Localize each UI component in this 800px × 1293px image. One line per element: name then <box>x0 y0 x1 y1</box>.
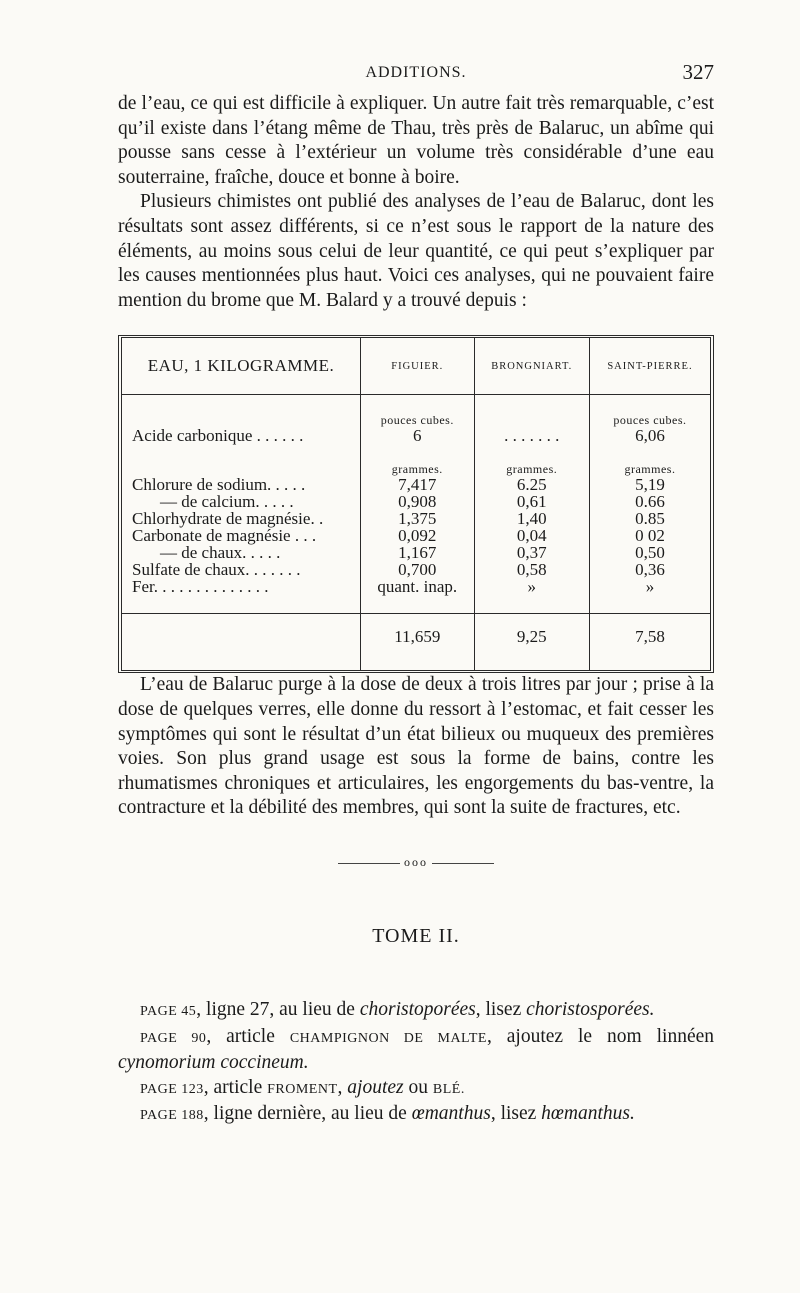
table-row <box>122 578 710 595</box>
total-cell: 11,659 <box>361 614 475 661</box>
table-header-row <box>122 338 710 395</box>
cell: quant. inap. <box>361 578 475 595</box>
row-label: — de calcium. . . . . <box>160 492 294 512</box>
table-row <box>122 510 710 527</box>
separator-ornament: ooo <box>400 855 432 869</box>
section-heading: TOME II. <box>372 924 460 947</box>
row-label: Carbonate de magnésie . . . <box>132 526 317 546</box>
cell: 0,50 <box>589 544 710 561</box>
cell: 6.25 <box>474 476 589 493</box>
row-label: Fer. . . . . . . . . . . . . . <box>132 577 269 597</box>
column-header: SAINT-PIERRE. <box>589 338 710 395</box>
cell: 7,417 <box>361 476 475 493</box>
row-label: — de chaux. . . . . <box>160 543 281 563</box>
ornamental-separator <box>118 851 714 875</box>
page-ref: PAGE 188 <box>140 1108 204 1124</box>
table-row <box>122 476 710 493</box>
cell: 5,19 <box>589 476 710 493</box>
unit-label: grammes. <box>506 462 558 477</box>
page-number: 327 <box>682 60 714 84</box>
table-header-main: EAU, 1 KILOGRAMME. <box>122 338 361 395</box>
cell: 0.85 <box>589 510 710 527</box>
table-row <box>122 561 710 578</box>
errata-list <box>118 998 714 1129</box>
cell: 0,61 <box>474 493 589 510</box>
total-cell: 7,58 <box>589 614 710 661</box>
cell: 0,04 <box>474 527 589 544</box>
column-header: FIGUIER. <box>361 338 475 395</box>
column-header: BRONGNIART. <box>474 338 589 395</box>
row-label: Chlorure de sodium. . . . . <box>132 475 306 495</box>
row-label: Acide carbonique . . . . . . <box>132 426 304 446</box>
cell: . . . . . . . <box>474 413 589 444</box>
page-ref: PAGE 123 <box>140 1081 204 1097</box>
page-ref: PAGE 90 <box>140 1030 207 1046</box>
table-row-units <box>122 462 710 476</box>
erratum-line: PAGE 90, article CHAMPIGNON DE MALTE, ajoutez le nom linnéen cynomorium coccineum. <box>118 1025 714 1074</box>
cell: 0,908 <box>361 493 475 510</box>
cell: 0,36 <box>589 561 710 578</box>
unit-label: pouces cubes. <box>613 413 687 428</box>
table-total-row <box>122 614 710 661</box>
table-row-acide <box>122 413 710 444</box>
unit-label: pouces cubes. <box>380 413 454 428</box>
analysis-table <box>122 338 710 670</box>
table-row <box>122 527 710 544</box>
cell: 1,375 <box>361 510 475 527</box>
cell: 0,092 <box>361 527 475 544</box>
table-row <box>122 544 710 561</box>
analysis-table-frame <box>118 335 714 673</box>
running-title: ADDITIONS. <box>365 64 467 81</box>
unit-label: grammes. <box>624 462 676 477</box>
page-ref: PAGE 45 <box>140 1003 197 1019</box>
erratum-line: PAGE 188, ligne dernière, au lieu de œmanthus, lisez hœmanthus. <box>140 1103 635 1125</box>
running-head <box>118 58 714 92</box>
cell: 0,58 <box>474 561 589 578</box>
paragraph-1: de l’eau, ce qui est difficile à expliquer. Un autre fait très remarquable, c’est qu’il existe dans l’étang même de Thau, très près de Balaruc, un abîme qui pousse sans cesse à l’extérieur un volume très considérable d’une eau souterraine, fraîche, douce et bonne à boire. <box>118 93 714 188</box>
table-row <box>122 493 710 510</box>
cell: 0,700 <box>361 561 475 578</box>
cell: 1,167 <box>361 544 475 561</box>
row-label: Chlorhydrate de magnésie. . <box>132 509 324 529</box>
book-page <box>118 58 714 1129</box>
cell: 1,40 <box>474 510 589 527</box>
cell: pouces cubes. 6 <box>361 413 475 444</box>
cell: 0.66 <box>589 493 710 510</box>
cell: pouces cubes. 6,06 <box>589 413 710 444</box>
cell: » <box>474 578 589 595</box>
total-cell: 9,25 <box>474 614 589 661</box>
row-label: Sulfate de chaux. . . . . . . <box>132 560 301 580</box>
erratum-line: PAGE 45, ligne 27, au lieu de choristoporées, lisez choristosporées. <box>140 998 655 1020</box>
cell: » <box>589 578 710 595</box>
unit-label: grammes. <box>391 462 443 477</box>
paragraph-3: L’eau de Balaruc purge à la dose de deux à trois litres par jour ; prise à la dose de quelques verres, elle donne du ressort à l’estomac, et fait cesser les symptômes qui sont le résultat d’un état bilieux ou muqueux des premières voies. Son plus grand usage est sous la forme de bains, contre les rhumatismes chroniques et articulaires, les engorgements du bas-ventre, la contracture et la débilité des membres, qui sont la suite de fractures, etc. <box>118 674 714 819</box>
cell: 0,37 <box>474 544 589 561</box>
erratum-line: PAGE 123, article FROMENT, ajoutez ou BLÉ. <box>140 1076 465 1098</box>
paragraph-2: Plusieurs chimistes ont publié des analyses de l’eau de Balaruc, dont les résultats sont assez différents, si ce n’est sous le rapport de la nature des éléments, au moins sous celui de leur quantité, ce qui peut s’expliquer par les causes mentionnées plus haut. Voici ces analyses, qui ne pouvaient faire mention du brome que M. Balard y a trouvé depuis : <box>118 191 714 311</box>
cell: 0 02 <box>589 527 710 544</box>
